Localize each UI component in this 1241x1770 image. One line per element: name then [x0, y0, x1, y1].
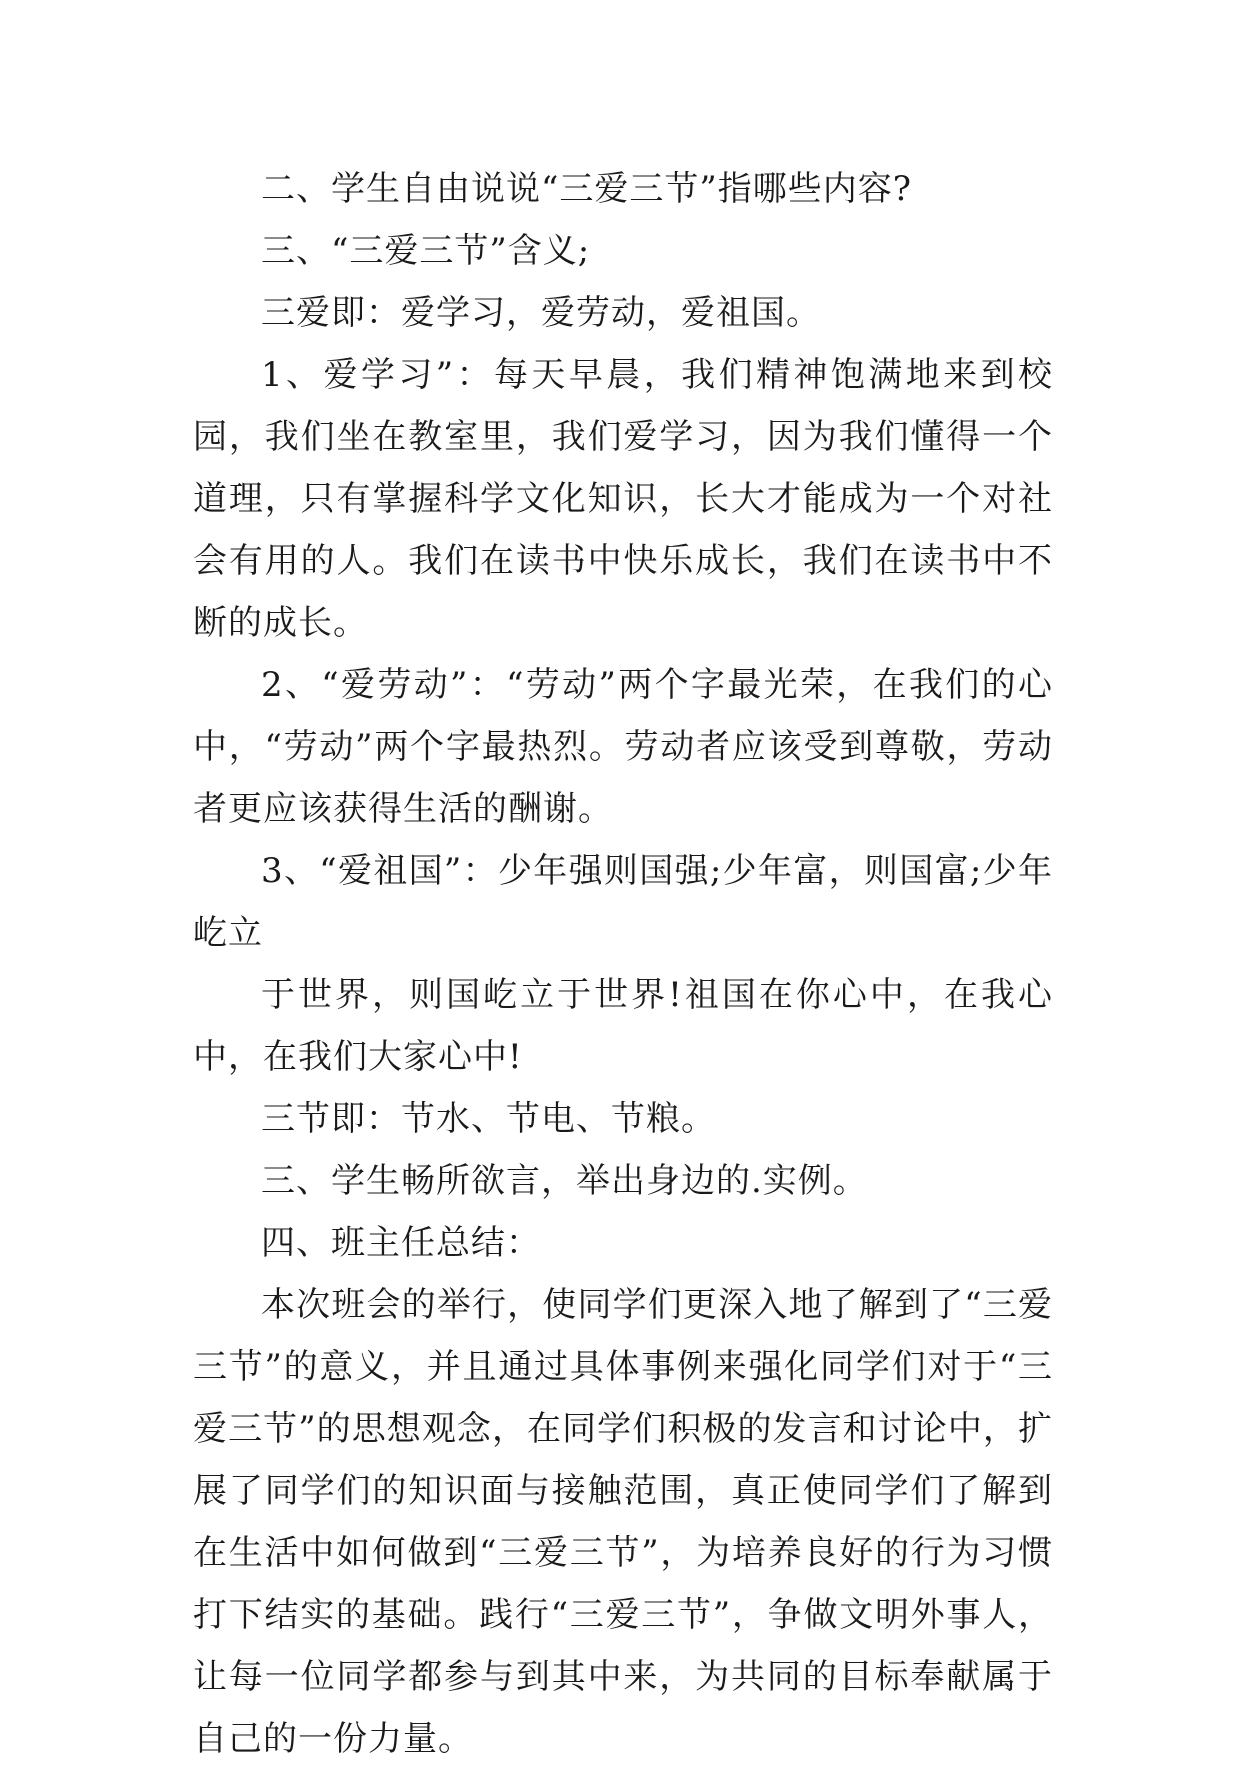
paragraph-question: 二、学生自由说说“三爱三节”指哪些内容? — [261, 169, 912, 209]
paragraph-student-examples: 三、学生畅所欲言，举出身边的.实例。 — [261, 1161, 868, 1201]
paragraph-love-country-continued: 于世界，则国屹立于世界!祖国在你心中，在我心中，在我们大家心中! — [193, 975, 1053, 1077]
paragraph-summary-heading: 四、班主任总结： — [261, 1223, 541, 1263]
paragraph-love-learning: 1、爱学习”：每天早晨，我们精神饱满地来到校园，我们坐在教室里，我们爱学习，因为我们懂得一个道理，只有掌握科学文化知识，长大才能成为一个对社会有用的人。我们在读书中快乐成长，我们在读书中不断的成长。 — [193, 355, 1053, 643]
paragraph-three-loves: 三爱即：爱学习，爱劳动，爱祖国。 — [261, 293, 821, 333]
paragraph-three-savings: 三节即：节水、节电、节粮。 — [261, 1099, 716, 1139]
paragraph-meaning-heading: 三、“三爱三节”含义; — [261, 231, 591, 271]
document-body — [193, 158, 1053, 1770]
paragraph-summary: 本次班会的举行，使同学们更深入地了解到了“三爱三节”的意义，并且通过具体事例来强化同学们对于“三爱三节”的思想观念，在同学们积极的发言和讨论中，扩展了同学们的知识面与接触范围，真正使同学们了解到在生活中如何做到“三爱三节”，为培养良好的行为习惯打下结实的基础。践行“三爱三节”，争做文明外事人，让每一位同学都参与到其中来，为共同的目标奉献属于自己的一份力量。 — [193, 1285, 1053, 1759]
paragraph-love-country: 3、“爱祖国”：少年强则国强;少年富，则国富;少年屹立 — [193, 851, 1053, 953]
paragraph-love-labor: 2、“爱劳动”：“劳动”两个字最光荣，在我们的心中，“劳动”两个字最热烈。劳动者应该受到尊敬，劳动者更应该获得生活的酬谢。 — [193, 665, 1053, 829]
